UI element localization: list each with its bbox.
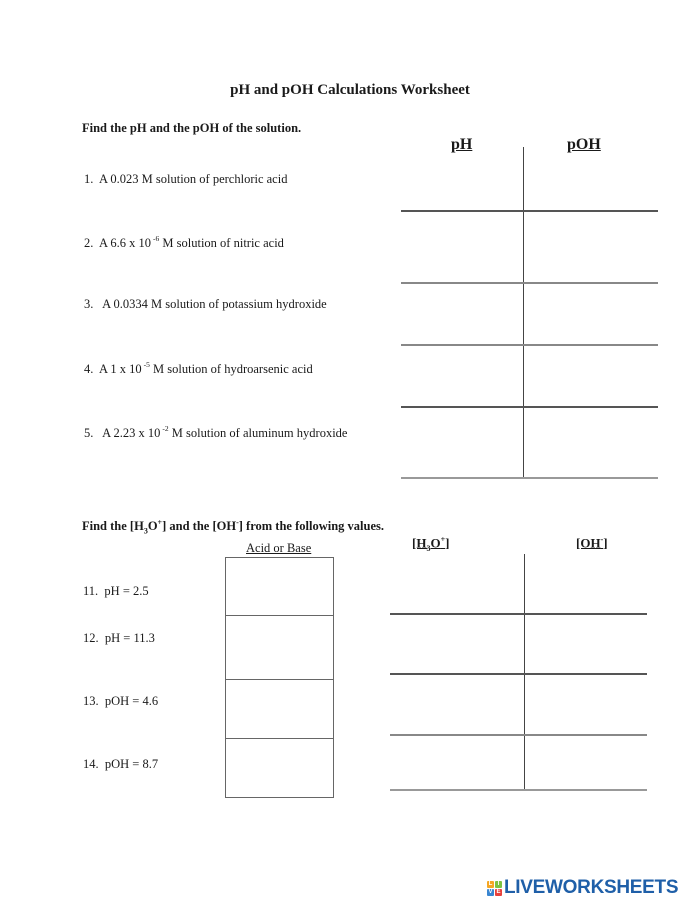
h3o-column-header: $[H_3O^+]$ [412, 535, 450, 553]
worksheet-title: pH and pOH Calculations Worksheet [230, 82, 470, 98]
oh-column-header: [OH-] [576, 535, 608, 551]
acid-or-base-box-14[interactable] [225, 738, 334, 798]
question-2: 2. A 6.6 x 10 $^{-6}$ M solution of nitric acid [84, 234, 284, 250]
answer-line-3[interactable] [401, 344, 658, 346]
question-12: 12. pH = 11.3 [83, 631, 155, 645]
section2-instruction: Find the $[H_3O^+]$ and the [OH-] from the following values. [82, 518, 384, 536]
answer-line-5[interactable] [401, 477, 658, 479]
liveworksheets-logo [487, 877, 678, 899]
ph-column-header: pH [451, 136, 473, 153]
question-11: 11. pH = 2.5 [83, 584, 149, 598]
acid-or-base-box-11[interactable] [225, 557, 334, 616]
logo-text: LIVEWORKSHEETS [504, 877, 679, 898]
question-4: 4. A 1 x 10 $^{-5}$ M solution of hydroarsenic acid [84, 360, 313, 376]
question-3: 3. A 0.0334 M solution of potassium hydroxide [84, 297, 327, 311]
conc-answer-line-14[interactable] [390, 789, 647, 791]
conc-answer-line-11[interactable] [390, 613, 647, 615]
answer-line-2[interactable] [401, 282, 658, 284]
acid-or-base-label: Acid or Base [246, 541, 312, 555]
conc-answer-line-13[interactable] [390, 734, 647, 736]
acid-or-base-box-13[interactable] [225, 679, 334, 739]
ph-poh-divider [523, 147, 524, 478]
answer-line-1[interactable] [401, 210, 658, 212]
question-14: 14. pOH = 8.7 [83, 757, 159, 771]
conc-answer-line-12[interactable] [390, 673, 647, 675]
poh-column-header: pOH [567, 136, 601, 153]
question-13: 13. pOH = 4.6 [83, 694, 159, 708]
live-squares-icon: L I V E [488, 880, 501, 895]
question-5: 5. A 2.23 x 10 $^{-2}$ M solution of aluminum hydroxide [84, 424, 348, 440]
h3o-oh-divider [524, 554, 525, 789]
section1-instruction: Find the pH and the pOH of the solution. [82, 121, 302, 135]
answer-line-4[interactable] [401, 406, 658, 408]
question-1: 1. A 0.023 M solution of perchloric acid [84, 172, 288, 186]
acid-or-base-box-12[interactable] [225, 615, 334, 680]
